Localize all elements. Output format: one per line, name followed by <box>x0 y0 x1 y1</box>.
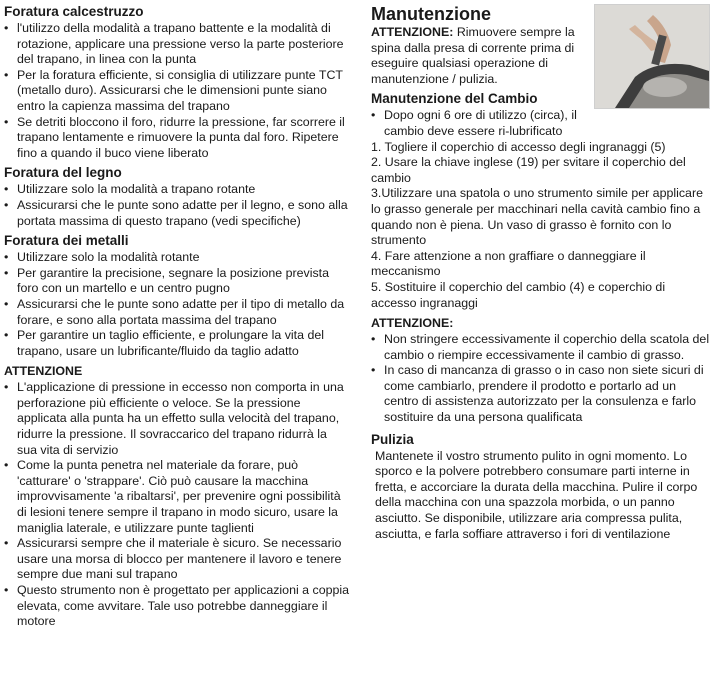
cleaning-text: Mantenete il vostro strumento pulito in ogni momento. Lo sporco e la polvere potrebbero consumare parti interne in fretta, e accorciare la durata della macchina. Pulire il corpo della macchina con una spazzola morbida, o un panno asciutto. Se disponibile, utilizzare aria compressa pulita, asciutta, e farla soffiare attraverso i fori di ventilazione <box>375 448 698 541</box>
list-item: • Non stringere eccessivamente il coperchio della scatola del cambio o riempire eccessivamente il cambio di grasso. <box>371 332 710 362</box>
step-item: 3.Utilizzare una spatola o uno strumento simile per applicare lo grasso generale per macchinari nella cavità cambio fino a quando non è piena. Un vaso di grasso è fornito con lo strumento <box>371 186 703 248</box>
bullet-icon: • <box>4 328 9 343</box>
list-item: • Se detriti bloccono il foro, ridurre la pressione, far scorrere il trapano lentamente e rimuovere la punta dal foro. Ripetere fino a quando il buco viene liberato <box>4 114 345 160</box>
bullet-icon: • <box>4 296 9 311</box>
warning-paragraph: ATTENZIONE: Rimuovere sempre la spina dalla presa di corrente prima di eseguire qualsiasi operazione di manutenzione / pulizia. <box>371 25 575 86</box>
section-concrete-drilling <box>4 4 350 161</box>
list-item: • Questo strumento non è progettato per applicazioni a coppia elevata, come avvitare. Tale uso potrebbe danneggiare il motore <box>4 583 350 629</box>
list-item: • Per garantire la precisione, segnare la posizione prevista foro con un martello e un centro pugno <box>4 265 330 296</box>
bullet-icon: • <box>4 21 9 35</box>
list-item: • Come la punta penetra nel materiale da forare, può 'catturare' o 'strappare'. Ciò può causare la macchina improvvisamente 'a ribaltarsi', per prevenire ogni possibilità di lesioni tenere sempre il trapano in modo sicuro, usare la maniglia laterale, e utilizzare punte taglienti <box>4 458 341 535</box>
bullet-icon: • <box>371 108 376 123</box>
bullet-icon: • <box>4 114 9 129</box>
section-cleaning <box>371 432 711 543</box>
bullet-icon: • <box>4 250 9 265</box>
list-item: • Utilizzare solo la modalità rotante <box>4 250 200 265</box>
list-item: • Dopo ogni 6 ore di utilizzo (circa), il cambio deve essere ri-lubrificato <box>371 108 577 138</box>
section-gearbox-maintenance <box>371 91 711 311</box>
step-item: 5. Sostituire il coperchio del cambio (4) e coperchio di accesso ingranaggi <box>371 279 666 310</box>
list-item: • Assicurarsi che le punte sono adatte per il legno, e sono alla portata massima di questo trapano (vedi specifiche) <box>4 197 348 228</box>
list-item: • L'applicazione di pressione in eccesso non comporta in una perforazione più efficiente o veloce. Se la pressione applicata alla punta ha un effetto sulla velocità del trapano, ridurre la pressione. Il sovraccarico del trapano ridurrà la sua vita di servizio <box>4 380 344 457</box>
bullet-icon: • <box>4 380 9 395</box>
bullet-icon: • <box>4 583 9 597</box>
section-warning <box>4 363 350 630</box>
bullet-list <box>4 182 350 229</box>
bullet-icon: • <box>4 265 9 280</box>
bullet-list <box>4 380 350 630</box>
list-item: • Assicurarsi sempre che il materiale è sicuro. Se necessario usare una morsa di blocco per mantenere il lavoro e tenere sempre due mani sul trapano <box>4 536 342 582</box>
section-title: Manutenzione del Cambio <box>371 91 538 107</box>
section-title: ATTENZIONE: <box>371 316 454 331</box>
section-wood-drilling <box>4 165 350 229</box>
bullet-list <box>371 332 711 426</box>
section-title: Foratura dei metalli <box>4 233 129 249</box>
bullet-icon: • <box>4 536 9 551</box>
section-title: Foratura del legno <box>4 165 122 181</box>
step-item: 2. Usare la chiave inglese (19) per svitare il coperchio del cambio <box>371 155 686 185</box>
right-column <box>371 4 711 546</box>
section-title: Pulizia <box>371 431 414 447</box>
section-metal-drilling <box>4 233 350 359</box>
step-item: 4. Fare attenzione a non graffiare o danneggiare il meccanismo <box>371 248 646 279</box>
bullet-list <box>4 21 350 161</box>
left-column <box>4 4 350 634</box>
bullet-icon: • <box>4 182 9 197</box>
list-item: • In caso di mancanza di grasso o in caso non siete sicuri di come cambiarlo, prendere il prodotto e portarlo ad un centro di assistenza autorizzato per la consulenza e farlo sostituire da una persona qualificata <box>371 363 704 425</box>
bullet-list <box>4 250 350 359</box>
section-title: Foratura calcestruzzo <box>4 4 144 19</box>
bullet-icon: • <box>371 363 376 378</box>
list-item: • l'utilizzo della modalità a trapano battente e la modalità di rotazione, applicare una pressione verso la parte posteriore del trapano, in linea con la punta <box>4 21 344 67</box>
step-item: 1. Togliere il coperchio di accesso degli ingranaggi (5) <box>371 139 666 154</box>
list-item: • Per garantire un taglio efficiente, e prolungare la vita del trapano, usare un lubrificante/fluido da taglio adatto <box>4 328 324 358</box>
page-title: Manutenzione <box>371 4 491 24</box>
bullet-list <box>371 108 711 139</box>
section-warning <box>371 315 711 426</box>
bullet-icon: • <box>371 332 376 347</box>
bullet-icon: • <box>4 458 9 473</box>
list-item: • Utilizzare solo la modalità a trapano rotante <box>4 182 256 197</box>
list-item: • Per la foratura efficiente, si consiglia di utilizzare punte TCT (metallo duro). Assicurarsi che le dimensioni punte siano entro la capienza massima del trapano <box>4 67 343 113</box>
section-title: ATTENZIONE <box>4 364 83 379</box>
list-item: • Assicurarsi che le punte sono adatte per il tipo di metallo da forare, e sono alla portata massima del trapano <box>4 296 345 327</box>
bullet-icon: • <box>4 67 9 82</box>
bullet-icon: • <box>4 197 9 212</box>
